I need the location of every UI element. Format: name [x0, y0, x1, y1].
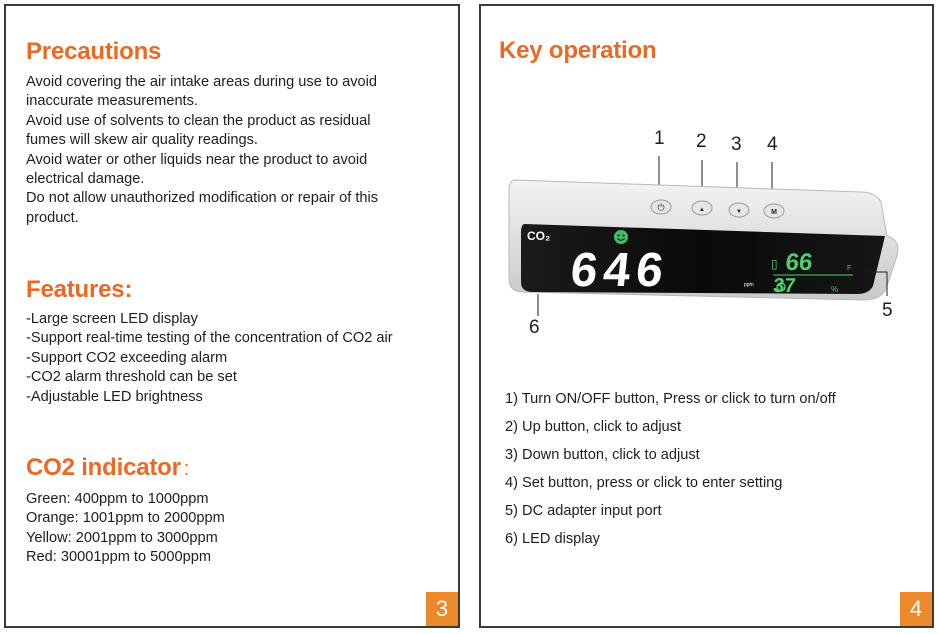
callout-1: 1 [654, 128, 665, 149]
list-item: 1) Turn ON/OFF button, Press or click to turn on/off [505, 391, 836, 407]
features-heading: Features: [26, 276, 133, 303]
callout-3: 3 [731, 134, 742, 155]
co2-indicator-colon: : [183, 458, 190, 480]
callout-6: 6 [529, 317, 540, 338]
co2-label: CO₂ [527, 229, 551, 243]
set-button[interactable] [764, 204, 784, 218]
key-operation-heading: Key operation [499, 37, 657, 64]
smiley-face-icon [614, 230, 628, 244]
precautions-heading: Precautions [26, 38, 162, 65]
list-item: 4) Set button, press or click to enter setting [505, 475, 783, 491]
callout-5: 5 [882, 300, 893, 321]
list-item: 2) Up button, click to adjust [505, 419, 682, 435]
precautions-text: Avoid covering the air intake areas during use to avoid inaccurate measurements. Avoid use of solvents to clean the product as residual fumes will skew air quality readings. Avoid water or other liquids near the product to avoid electrical damage. Do not allow unauthorized modification or repair of this product. [26, 74, 379, 226]
co2-indicator-title: CO2 indicator [26, 454, 181, 481]
ppm-unit: ppm [744, 282, 754, 288]
co2-indicator-text: Green: 400ppm to 1000ppm Orange: 1001ppm to 2000ppm Yellow: 2001ppm to 3000ppm Red: 30001ppm to 5000ppm [26, 491, 225, 566]
list-item: 5) DC adapter input port [505, 503, 662, 519]
co2-indicator-heading [26, 454, 189, 482]
page-number-badge: 4 [900, 592, 932, 626]
m-letter-icon: M [771, 209, 777, 216]
up-arrow-icon: ▲ [699, 207, 705, 213]
humidity-unit: % [831, 285, 839, 294]
power-icon: ⏻ [657, 202, 665, 213]
co2-monitor-illustration [481, 136, 931, 336]
callout-4: 4 [767, 134, 778, 155]
features-text: -Large screen LED display -Support real-time testing of the concentration of CO2 air -Support CO2 exceeding alarm -CO2 alarm threshold can be set -Adjustable LED brightness [26, 311, 393, 405]
temperature-reading: 66 [784, 249, 814, 276]
power-button[interactable] [651, 200, 671, 214]
list-item: 3) Down button, click to adjust [505, 447, 700, 463]
down-arrow-icon: ▼ [736, 209, 742, 215]
humidity-reading: 37 [772, 275, 797, 297]
list-item: 6) LED display [505, 531, 600, 547]
up-button[interactable] [692, 201, 712, 215]
page-4 [479, 4, 934, 628]
page-number-badge: 3 [426, 592, 458, 626]
thermometer-icon: ▯ [771, 257, 778, 271]
co2-reading: 646 [568, 243, 672, 297]
down-button[interactable] [729, 203, 749, 217]
callout-2: 2 [696, 131, 707, 152]
temperature-unit: F [847, 265, 852, 272]
page-3 [4, 4, 460, 628]
key-function-list [505, 385, 836, 553]
